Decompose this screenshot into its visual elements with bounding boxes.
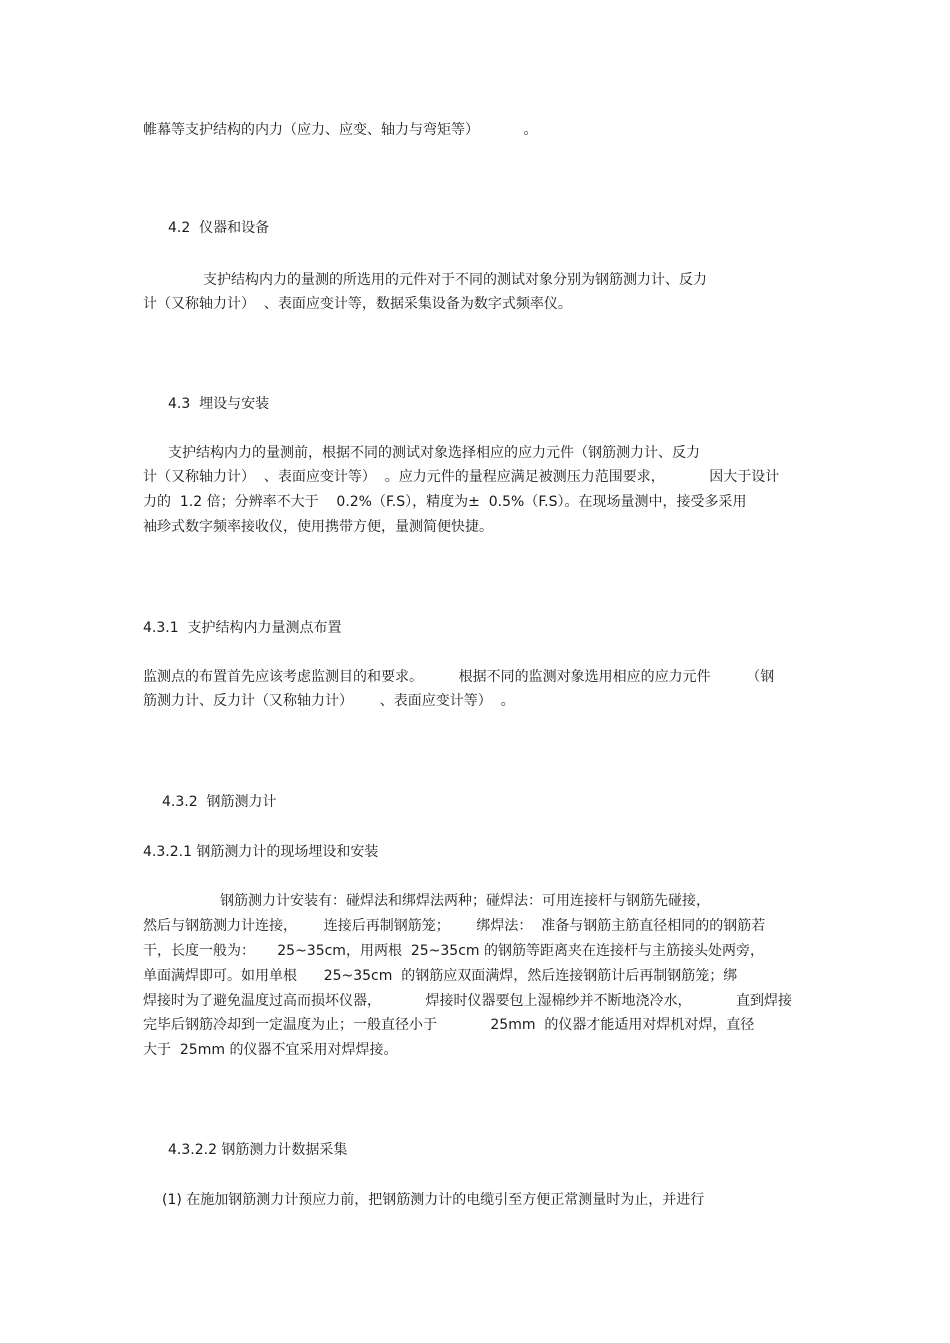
text-line: 监测点的布置首先应该考虑监测目的和要求。 根据不同的监测对象选用相应的应力元件 （钢 (143, 669, 775, 685)
text-line: 袖珍式数字频率接收仪，使用携带方便，量测简便快捷。 (143, 519, 493, 535)
text-line: 钢筋测力计安装有：碰焊法和绑焊法两种；碰焊法：可用连接杆与钢筋先碰接， (220, 893, 710, 909)
text-line: 力的 1.2 倍；分辨率不大于 0.2%（F.S），精度为± 0.5%（F.S）。在现场量测中，接受多采用 (143, 494, 747, 510)
text-line: 帷幕等支护结构的内力（应力、应变、轴力与弯矩等） 。 (143, 122, 538, 138)
section-heading: 4.3.2.1 钢筋测力计的现场埋设和安装 (143, 844, 379, 860)
text-line: 焊接时为了避免温度过高而损坏仪器， 焊接时仪器要包上湿棉纱并不断地浇冷水， 直到焊接 (143, 993, 793, 1009)
text-line: 大于 25mm 的仪器不宜采用对焊焊接。 (143, 1042, 398, 1058)
text-line: 完毕后钢筋冷却到一定温度为止；一般直径小于 25mm 的仪器才能适用对焊机对焊，直径 (143, 1017, 755, 1033)
text-line: 计（又称轴力计） 、表面应变计等，数据采集设备为数字式频率仪。 (143, 296, 572, 312)
text-line: 支护结构内力的量测前，根据不同的测试对象选择相应的应力元件（钢筋测力计、反力 (168, 445, 700, 461)
text-line: 然后与钢筋测力计连接， 连接后再制钢筋笼； 绑焊法： 准备与钢筋主筋直径相同的的钢筋若 (143, 918, 766, 934)
text-line: 干，长度一般为： 25~35cm，用两根 25~35cm 的钢筋等距离夹在连接杆与主筋接头处两旁， (143, 943, 764, 959)
section-heading: 4.2 仪器和设备 (168, 220, 270, 236)
section-heading: 4.3 埋设与安装 (168, 396, 270, 412)
text-line: 支护结构内力的量测的所选用的元件对于不同的测试对象分别为钢筋测力计、反力 (203, 272, 707, 288)
section-heading: 4.3.1 支护结构内力量测点布置 (143, 620, 342, 636)
text-line: (1) 在施加钢筋测力计预应力前，把钢筋测力计的电缆引至方便正常测量时为止，并进行 (162, 1192, 705, 1208)
section-heading: 4.3.2 钢筋测力计 (162, 794, 277, 810)
section-heading: 4.3.2.2 钢筋测力计数据采集 (168, 1142, 348, 1158)
text-line: 筋测力计、反力计（又称轴力计） 、表面应变计等） 。 (143, 693, 515, 709)
text-line: 单面满焊即可。如用单根 25~35cm 的钢筋应双面满焊，然后连接钢筋计后再制钢筋笼；绑 (143, 968, 738, 984)
text-line: 计（又称轴力计） 、表面应变计等） 。应力元件的量程应满足被测压力范围要求， 因大于设计 (143, 469, 780, 485)
